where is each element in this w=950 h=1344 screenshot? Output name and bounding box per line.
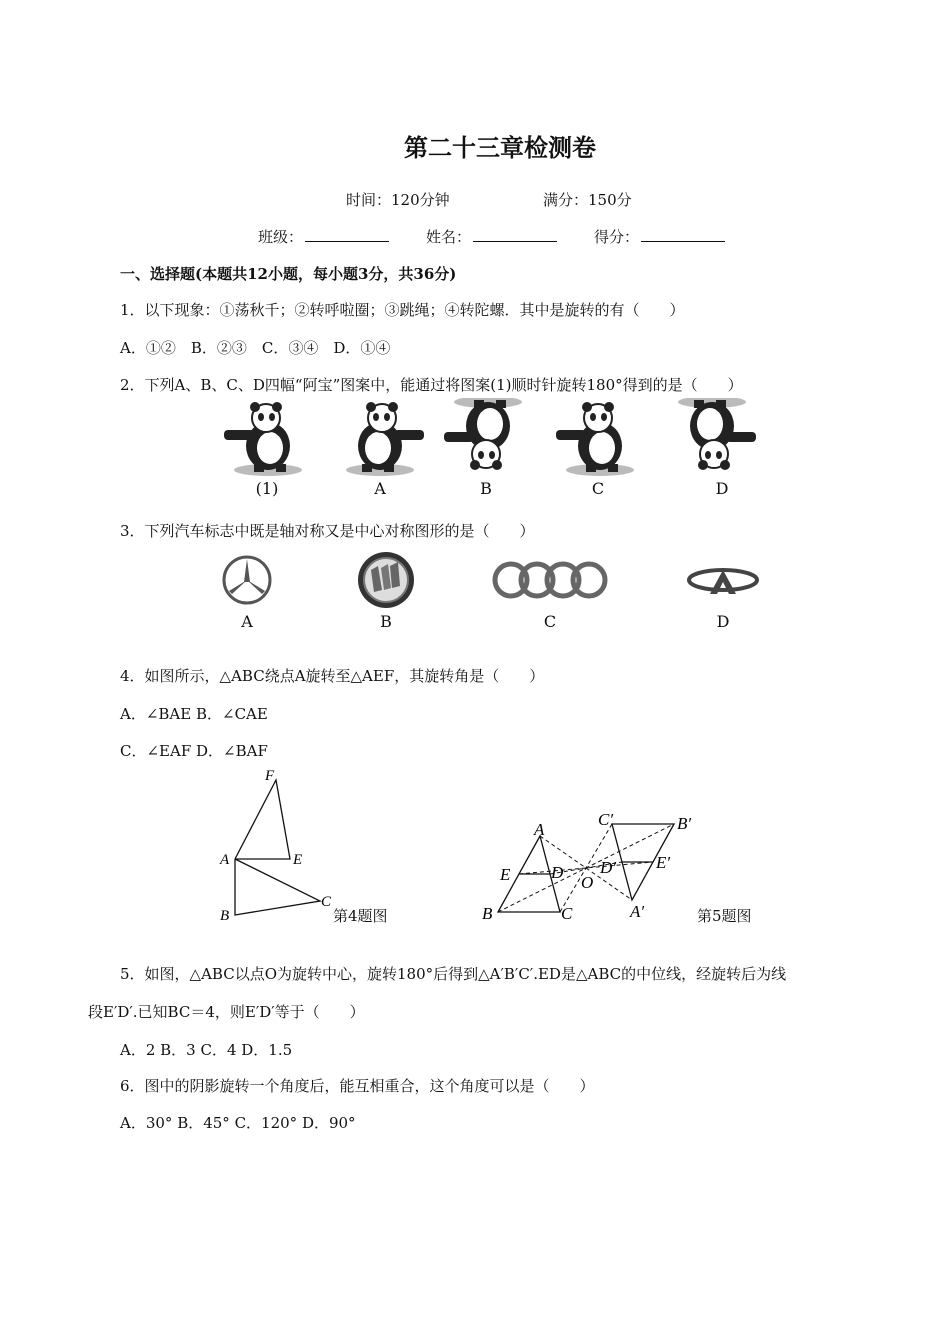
- point-e: E: [500, 865, 511, 884]
- q2-caption-b: B: [480, 479, 492, 498]
- point-d-prime: D′: [600, 858, 616, 877]
- score-label: 得分：: [594, 228, 640, 246]
- exam-time: 时间：120分钟: [346, 191, 450, 209]
- panda-figures: [210, 398, 770, 478]
- score-field: [594, 226, 725, 247]
- chery-logo: [689, 570, 757, 594]
- panda-figure-d: [678, 398, 756, 470]
- figure-q4: [210, 765, 400, 925]
- panda-figure-c: [556, 402, 634, 476]
- audi-logo: [495, 564, 605, 596]
- q1-options: A．①② B．②③ C．③④ D．①④: [120, 339, 391, 357]
- page-title: 第二十三章检测卷: [404, 134, 596, 162]
- point-c: C: [321, 894, 332, 910]
- class-field: [258, 226, 389, 247]
- full-score: 满分：150分: [543, 191, 632, 209]
- q5-figure-caption: 第5题图: [697, 907, 752, 925]
- q4-figure-caption: 第4题图: [333, 907, 388, 925]
- q2-caption-d: D: [715, 479, 729, 498]
- section-heading: 一、选择题(本题共12小题，每小题3分，共36分): [120, 265, 457, 283]
- q2-caption-a: A: [374, 479, 386, 498]
- panda-figure-a: [346, 402, 424, 476]
- point-b: B: [220, 908, 230, 924]
- point-b: B: [482, 904, 493, 923]
- point-o: O: [581, 873, 594, 892]
- q3-caption-b: B: [380, 612, 392, 631]
- name-label: 姓名：: [426, 228, 472, 246]
- point-c: C: [561, 904, 573, 923]
- class-blank: [305, 227, 389, 242]
- point-a: A: [220, 852, 230, 868]
- panda-figure-1: [224, 402, 302, 476]
- panda-figure-b: [444, 398, 522, 470]
- q5-stem-line1: 5．如图，△ABC以点O为旋转中心，旋转180°后得到△A′B′C′.ED是△ABC的中位线，经旋转后为线: [120, 965, 787, 983]
- q5-options: A．2 B．3 C．4 D．1.5: [120, 1041, 293, 1059]
- car-logos: [210, 550, 770, 612]
- score-blank: [641, 227, 725, 242]
- q4-options-1: A．∠BAE B．∠CAE: [120, 705, 268, 723]
- point-e-prime: E′: [656, 853, 671, 872]
- q3-caption-a: A: [241, 612, 253, 631]
- name-blank: [473, 227, 557, 242]
- buick-logo: [358, 552, 414, 608]
- point-b-prime: B′: [677, 814, 692, 833]
- q5-stem-line2: 段E′D′.已知BC＝4，则E′D′等于（ ）: [88, 1003, 365, 1021]
- point-c-prime: C′: [598, 810, 614, 829]
- point-d: D: [551, 863, 564, 882]
- q3-stem: 3．下列汽车标志中既是轴对称又是中心对称图形的是（ ）: [120, 522, 535, 540]
- class-label: 班级：: [258, 228, 304, 246]
- q2-caption-1: (1): [255, 479, 279, 498]
- q4-stem: 4．如图所示，△ABC绕点A旋转至△AEF，其旋转角是（ ）: [120, 667, 545, 685]
- q4-options-2: C．∠EAF D．∠BAF: [120, 742, 268, 760]
- q6-stem: 6．图中的阴影旋转一个角度后，能互相重合，这个角度可以是（ ）: [120, 1077, 595, 1095]
- point-f: F: [265, 768, 275, 784]
- q2-caption-c: C: [591, 479, 605, 498]
- name-field: [426, 226, 557, 247]
- point-a-prime: A′: [630, 902, 645, 921]
- q6-options: A．30° B．45° C．120° D．90°: [120, 1114, 356, 1132]
- q3-caption-c: C: [543, 612, 557, 631]
- q1-stem: 1．以下现象：①荡秋千；②转呼啦圈；③跳绳；④转陀螺．其中是旋转的有（ ）: [120, 301, 685, 319]
- q3-caption-d: D: [716, 612, 730, 631]
- mercedes-logo: [224, 557, 270, 603]
- point-e: E: [293, 852, 303, 868]
- point-a: A: [534, 820, 545, 839]
- figure-q5: [478, 808, 708, 928]
- q2-stem: 2．下列A、B、C、D四幅“阿宝”图案中，能通过将图案(1)顺时针旋转180°得到的是（ ）: [120, 376, 743, 394]
